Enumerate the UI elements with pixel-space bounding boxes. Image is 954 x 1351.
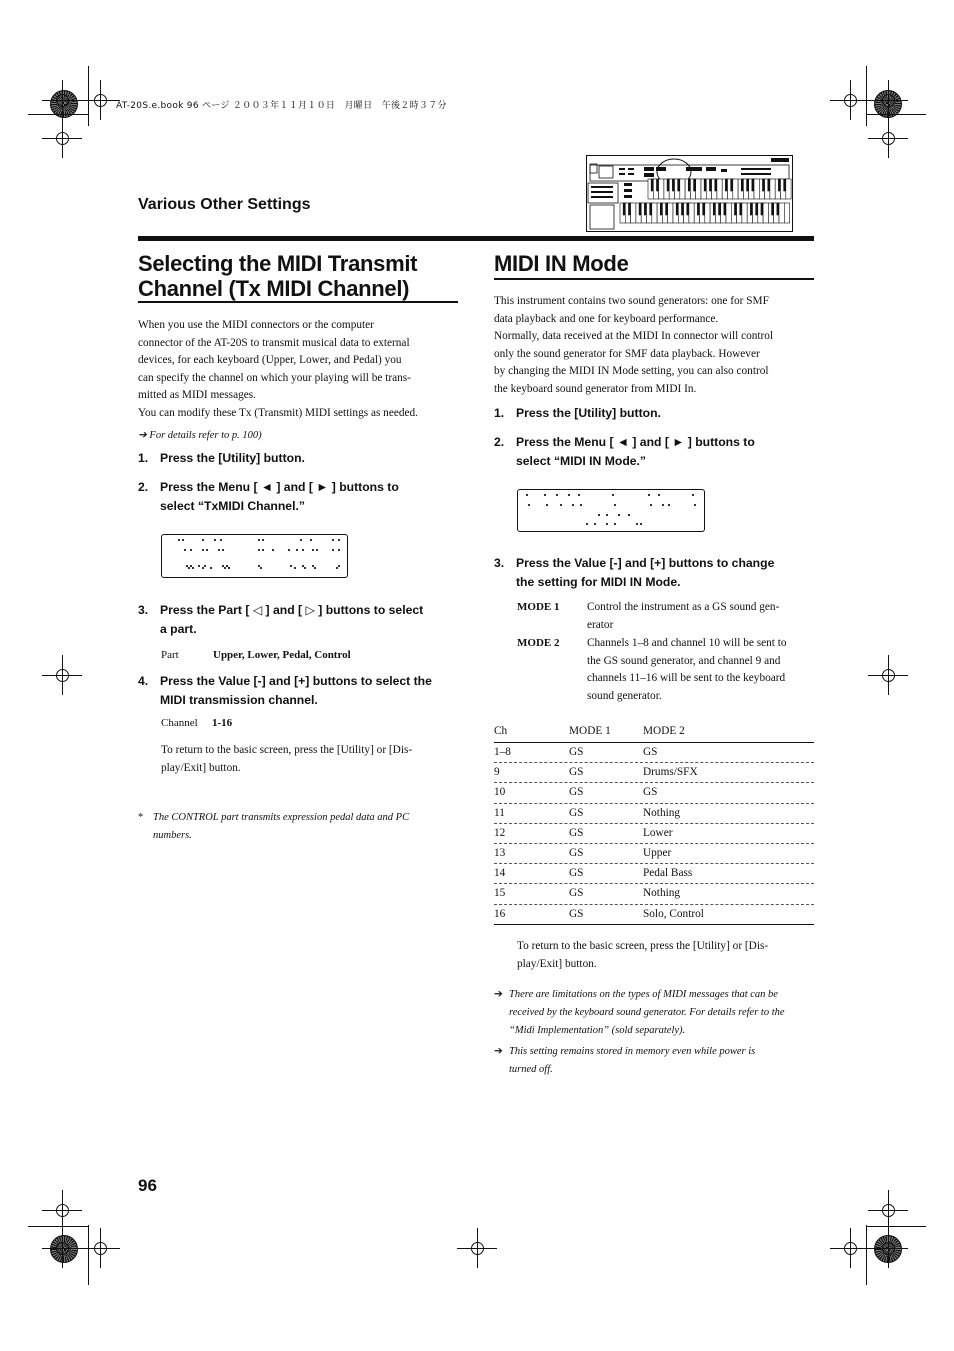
lcd-pixel <box>210 567 212 569</box>
lcd-pixel <box>338 565 340 567</box>
table-row <box>494 884 814 904</box>
right-step-2 <box>494 433 824 473</box>
step-number: 2. <box>494 435 505 449</box>
intro-line: can specify the channel on which your playing will be trans- <box>138 371 411 384</box>
cell-mode-2: Nothing <box>643 806 681 819</box>
lcd-pixel <box>336 567 338 569</box>
lcd-pixel <box>662 504 664 506</box>
lcd-pixel <box>304 567 306 569</box>
mode-line: Channels 1–8 and channel 10 will be sent to <box>587 637 787 649</box>
cell-mode-2: Nothing <box>643 887 681 900</box>
lcd-pixel <box>594 523 596 525</box>
lcd-pixel <box>692 494 694 496</box>
trim-line <box>88 1225 89 1285</box>
lcd-pixel <box>188 567 190 569</box>
header-rule <box>138 236 814 241</box>
lcd-pixel <box>338 539 340 541</box>
reference-note: ➔ For details refer to p. 100) <box>138 430 262 441</box>
right-title-rule <box>494 278 814 280</box>
cell-mode-2: Pedal Bass <box>643 867 693 880</box>
left-step-1 <box>138 449 468 469</box>
intro-line: devices, for each keyboard (Upper, Lower, and Pedal) you <box>138 354 402 367</box>
lcd-pixel <box>290 565 292 567</box>
part-label: Part <box>161 649 179 661</box>
lcd-pixel <box>586 523 588 525</box>
lcd-pixel <box>204 565 206 567</box>
footnote-line: numbers. <box>153 830 192 841</box>
file-header-info: AT-20S.e.book 96 ページ ２００３年１１月１０日 月曜日 午後２時３７分 <box>116 101 447 111</box>
trim-line <box>28 114 88 115</box>
section-label: Various Other Settings <box>138 196 311 213</box>
lcd-pixel <box>560 504 562 506</box>
midi-in-mode-table <box>494 724 814 925</box>
lcd-pixel <box>228 567 230 569</box>
lcd-pixel <box>650 504 652 506</box>
part-setting <box>161 647 351 665</box>
cell-mode-1: GS <box>569 746 584 758</box>
lcd-pixel <box>260 567 262 569</box>
right-note-1 <box>494 986 814 1040</box>
intro-line: This instrument contains two sound generators: one for SMF <box>494 295 769 307</box>
trim-line <box>28 1226 88 1227</box>
channel-value: 1-16 <box>212 717 233 729</box>
lcd-pixel <box>544 494 546 496</box>
trim-line <box>866 66 867 126</box>
trim-line <box>866 114 926 115</box>
left-step-2 <box>138 478 468 518</box>
step-number: 1. <box>138 451 149 465</box>
channel-label: Channel <box>161 717 198 729</box>
lcd-pixel <box>606 514 608 516</box>
left-footnote <box>138 809 458 845</box>
lcd-pixel <box>668 504 670 506</box>
lcd-pixel <box>636 523 638 525</box>
step-text: Press the [Utility] button. <box>516 406 661 420</box>
step-text-line1: Press the Part [ ◁ ] and [ ▷ ] buttons to select <box>160 603 424 617</box>
mode-2-description <box>517 635 817 705</box>
cell-ch: 13 <box>494 846 506 859</box>
lcd-pixel <box>300 539 302 541</box>
lcd-pixel <box>182 539 184 541</box>
mode-1-description <box>517 599 817 634</box>
lcd-pixel <box>618 514 620 516</box>
lcd-pixel <box>178 539 180 541</box>
lcd-pixel <box>206 549 208 551</box>
step-text-line1: Press the Value [-] and [+] buttons to change <box>516 556 775 570</box>
lcd-pixel <box>578 494 580 496</box>
lcd-pixel <box>202 539 204 541</box>
lcd-pixel <box>528 504 530 506</box>
mode-line: Control the instrument as a GS sound gen- <box>587 601 780 613</box>
step-text-line1: Press the Menu [ ◄ ] and [ ► ] buttons to <box>516 435 755 449</box>
lcd-pixel <box>316 549 318 551</box>
table-row <box>494 864 814 884</box>
table-row <box>494 905 814 925</box>
header-ch: Ch <box>494 725 508 737</box>
intro-line: Normally, data received at the MIDI In connector will control <box>494 330 774 343</box>
note-arrow-icon: ➔ <box>494 989 503 1000</box>
cell-mode-2: Upper <box>643 846 672 859</box>
step-number: 4. <box>138 674 149 688</box>
lcd-pixel <box>198 565 200 567</box>
lcd-pixel <box>190 549 192 551</box>
left-step-3 <box>138 601 468 641</box>
step-text-line2: select “MIDI IN Mode.” <box>516 454 647 468</box>
cell-mode-1: GS <box>569 826 584 839</box>
lcd-pixel <box>272 549 274 551</box>
mode-1-label: MODE 1 <box>517 601 560 613</box>
right-section-title: MIDI IN Mode <box>494 251 629 276</box>
lcd-pixel <box>288 549 290 551</box>
table-row <box>494 763 814 783</box>
intro-line: connector of the AT-20S to transmit musical data to external <box>138 336 410 349</box>
left-return-instruction <box>161 742 461 777</box>
lcd-pixel <box>296 549 298 551</box>
left-title-rule <box>138 301 458 303</box>
lcd-pixel <box>338 549 340 551</box>
channel-setting <box>161 715 233 733</box>
table-row <box>494 743 814 763</box>
right-step-3 <box>494 554 824 594</box>
left-step-4 <box>138 672 468 712</box>
lcd-pixel <box>526 494 528 496</box>
intro-line: only the sound generator for SMF data playback. However <box>494 347 760 360</box>
cell-mode-2: Solo, Control <box>643 907 704 920</box>
cell-mode-1: GS <box>569 907 584 920</box>
lcd-pixel <box>580 504 582 506</box>
note-line: “Midi Implementation” (sold separately). <box>509 1025 686 1036</box>
table-row <box>494 783 814 803</box>
lcd-pixel <box>658 494 660 496</box>
cell-ch: 16 <box>494 907 506 920</box>
return-line: To return to the basic screen, press the [Utility] or [Dis- <box>517 940 769 952</box>
lcd-pixel <box>312 549 314 551</box>
lcd-pixel <box>546 504 548 506</box>
cell-mode-2: Lower <box>643 826 673 839</box>
left-title-line2: Channel (Tx MIDI Channel) <box>138 276 410 301</box>
intro-line: by changing the MIDI IN Mode setting, you can also control <box>494 365 769 378</box>
table-header <box>494 724 814 743</box>
cell-ch: 10 <box>494 786 506 799</box>
right-intro-paragraph <box>494 293 824 399</box>
lcd-pixel <box>628 514 630 516</box>
cell-mode-1: GS <box>569 846 584 859</box>
lcd-pixel <box>572 504 574 506</box>
intro-line: mitted as MIDI messages. <box>138 389 256 402</box>
step-text-line2: MIDI transmission channel. <box>160 693 318 707</box>
lcd-pixel <box>332 539 334 541</box>
note-arrow-icon: ➔ <box>494 1046 503 1057</box>
header-mode-1: MODE 1 <box>569 725 611 737</box>
page-number: 96 <box>138 1176 157 1195</box>
mode-line: sound generator. <box>587 689 662 702</box>
cell-mode-2: GS <box>643 786 658 799</box>
return-line: play/Exit] button. <box>517 957 597 970</box>
cell-ch: 12 <box>494 826 506 839</box>
lcd-pixel <box>184 549 186 551</box>
table-row <box>494 824 814 844</box>
cell-mode-1: GS <box>569 806 584 819</box>
note-line: There are limitations on the types of MIDI messages that can be <box>509 989 778 1000</box>
lcd-pixel <box>314 567 316 569</box>
step-text-line1: Press the Menu [ ◄ ] and [ ► ] buttons to <box>160 480 399 494</box>
intro-line: data playback and one for keyboard performance. <box>494 312 719 325</box>
mode-line: channels 11–16 will be sent to the keyboard <box>587 672 786 685</box>
lcd-pixel <box>218 549 220 551</box>
lcd-pixel <box>640 523 642 525</box>
step-number: 1. <box>494 406 505 420</box>
return-line: To return to the basic screen, press the [Utility] or [Dis- <box>161 744 413 756</box>
cell-mode-1: GS <box>569 867 584 880</box>
step-text-line2: select “TxMIDI Channel.” <box>160 499 305 513</box>
cell-ch: 1–8 <box>494 746 511 758</box>
lcd-pixel <box>262 539 264 541</box>
txmidi-channel-lcd-screen <box>161 534 348 578</box>
lcd-pixel <box>224 567 226 569</box>
cell-mode-1: GS <box>569 766 584 779</box>
lcd-pixel <box>258 549 260 551</box>
note-line: This setting remains stored in memory even while power is <box>509 1046 756 1057</box>
mode-line: the GS sound generator, and channel 9 and <box>587 654 781 667</box>
lcd-pixel <box>192 567 194 569</box>
note-line: turned off. <box>509 1064 553 1075</box>
right-step-1 <box>494 404 824 424</box>
left-section-title <box>138 251 468 301</box>
lcd-pixel <box>302 549 304 551</box>
trim-line <box>88 66 89 126</box>
cell-ch: 15 <box>494 887 506 900</box>
lcd-pixel <box>220 539 222 541</box>
step-number: 3. <box>138 603 149 617</box>
trim-line <box>866 1226 926 1227</box>
lcd-pixel <box>648 494 650 496</box>
cell-mode-1: GS <box>569 786 584 799</box>
cell-mode-2: GS <box>643 746 658 758</box>
instrument-illustration <box>586 155 793 232</box>
cell-mode-2: Drums/SFX <box>643 766 698 779</box>
part-value: Upper, Lower, Pedal, Control <box>213 649 351 661</box>
right-note-2 <box>494 1043 814 1079</box>
trim-line <box>866 1225 867 1285</box>
lcd-pixel <box>202 567 204 569</box>
lcd-pixel <box>332 549 334 551</box>
midi-in-mode-lcd-screen <box>517 489 705 532</box>
lcd-pixel <box>614 523 616 525</box>
left-intro-paragraph <box>138 317 468 423</box>
lcd-pixel <box>614 504 616 506</box>
mode-2-label: MODE 2 <box>517 637 560 649</box>
cell-ch: 9 <box>494 766 500 779</box>
header-mode-2: MODE 2 <box>643 725 685 737</box>
lcd-pixel <box>612 494 614 496</box>
mode-line: erator <box>587 618 614 631</box>
table-row <box>494 804 814 824</box>
lcd-pixel <box>202 549 204 551</box>
lcd-pixel <box>222 549 224 551</box>
return-line: play/Exit] button. <box>161 761 241 774</box>
right-return-instruction <box>517 938 817 973</box>
lcd-pixel <box>568 494 570 496</box>
lcd-pixel <box>310 539 312 541</box>
intro-line: the keyboard sound generator from MIDI In. <box>494 382 697 395</box>
step-number: 3. <box>494 556 505 570</box>
lcd-pixel <box>262 549 264 551</box>
intro-line: You can modify these Tx (Transmit) MIDI settings as needed. <box>138 406 418 419</box>
lcd-pixel <box>258 539 260 541</box>
step-number: 2. <box>138 480 149 494</box>
step-text-line1: Press the Value [-] and [+] buttons to select the <box>160 674 432 688</box>
footnote-line: The CONTROL part transmits expression pedal data and PC <box>153 812 410 823</box>
lcd-pixel <box>556 494 558 496</box>
left-title-line1: Selecting the MIDI Transmit <box>138 251 418 276</box>
cell-mode-1: GS <box>569 887 584 900</box>
table-row <box>494 844 814 864</box>
lcd-pixel <box>294 567 296 569</box>
step-text-line2: a part. <box>160 622 197 636</box>
note-line: received by the keyboard sound generator. For details refer to the <box>509 1007 785 1018</box>
cell-ch: 14 <box>494 867 506 880</box>
lcd-pixel <box>606 523 608 525</box>
intro-line: When you use the MIDI connectors or the computer <box>138 319 374 331</box>
lcd-pixel <box>694 504 696 506</box>
lcd-pixel <box>598 514 600 516</box>
cell-ch: 11 <box>494 806 505 819</box>
step-text: Press the [Utility] button. <box>160 451 305 465</box>
lcd-pixel <box>214 539 216 541</box>
footnote-mark: * <box>138 812 144 823</box>
step-text-line2: the setting for MIDI IN Mode. <box>516 575 681 589</box>
